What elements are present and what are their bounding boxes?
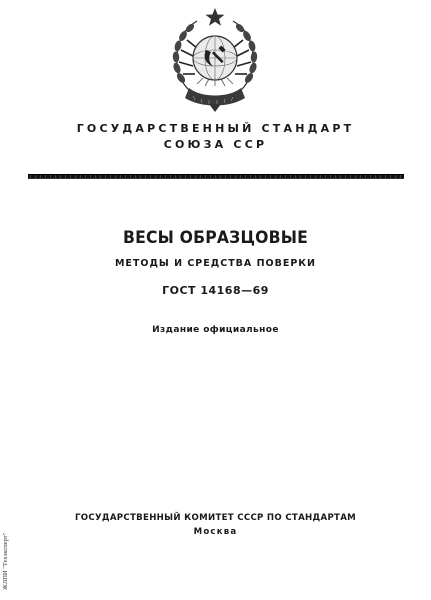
horizontal-rule [28,174,404,179]
publisher-name: ГОСУДАРСТВЕННЫЙ КОМИТЕТ СССР ПО СТАНДАРТАМ [74,513,357,523]
document-title: ВЕСЫ ОБРАЗЦОВЫЕ [122,228,309,248]
standard-number: ГОСТ 14168—69 [162,284,269,297]
document-subtitle: МЕТОДЫ И СРЕДСТВА ПОВЕРКИ [114,258,317,269]
edition-label: Издание официальное [152,325,279,335]
header-title-line1: ГОСУДАРСТВЕННЫЙ СТАНДАРТ [76,122,355,135]
side-stamp: ЖЛПИ "Техэксперт" [2,532,9,590]
publisher-city: Москва [193,527,238,537]
header-title-line2: СОЮЗА ССР [163,138,268,151]
ussr-coat-of-arms-icon [165,6,265,114]
